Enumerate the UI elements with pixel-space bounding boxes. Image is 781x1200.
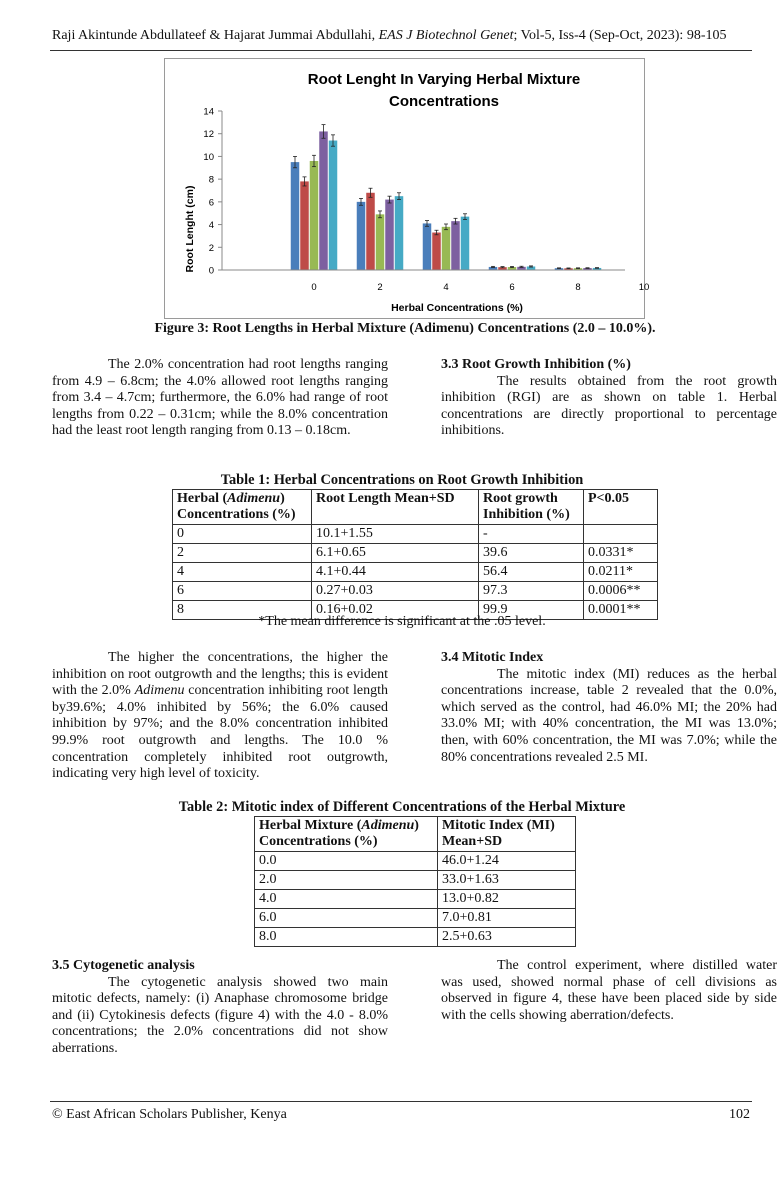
footer-publisher: © East African Scholars Publisher, Kenya <box>52 1107 287 1122</box>
section-3-3 <box>441 357 777 440</box>
bar <box>291 162 300 270</box>
x-axis-label: Herbal Concentrations (%) <box>391 302 523 314</box>
table-row: 4.0 13.0+0.82 <box>255 890 576 909</box>
table-row: 0 10.1+1.55 - <box>173 525 658 544</box>
page-number: 102 <box>729 1107 750 1122</box>
paragraph-control: The control experiment, where distilled water was used, showed normal phase of cell divisions as observed in figure 4, these have been placed side by side with the cells showing aberration/defects. <box>441 958 777 1023</box>
y-tick-label: 14 <box>203 106 214 118</box>
bar <box>319 131 328 270</box>
table-1-header-inhibition: Root growth Inhibition (%) <box>479 490 584 525</box>
table-row: 8 0.16+0.02 99.9 0.0001** <box>173 601 658 620</box>
bar <box>310 161 319 270</box>
table-2-header-row <box>255 817 576 852</box>
x-tick-label: 0 <box>311 282 317 293</box>
table-row: 6 0.27+0.03 97.3 0.0006** <box>173 582 658 601</box>
root-length-bar-chart <box>165 59 650 318</box>
paragraph-higher-concentrations: The higher the concentrations, the higher the inhibition on root outgrowth and the lengths; this is evident with the 2.0% Adimenu concentration inhibiting root length by39.6%; 4.0% inhibited by 56%; the 6.0% caused inhibition by 97%; and the 8.0% concentration inhibited 99.9% root outgrowth and lengths. The 10.0 % concentration completely inhibited root outgrowth, indicating very high level of toxicity. <box>52 650 388 782</box>
table-1-header-concentration: Herbal (Adimenu) Concentrations (%) <box>173 490 312 525</box>
table-1-header-row <box>173 490 658 525</box>
right-column-block-3 <box>441 958 777 1024</box>
bar <box>461 217 470 270</box>
figure-caption: Figure 3: Root Lengths in Herbal Mixture (Adimenu) Concentrations (2.0 – 10.0%). <box>154 321 656 336</box>
figure-3-chart <box>164 58 650 319</box>
y-tick-label: 0 <box>208 265 214 277</box>
table-2-header-mitotic-index: Mitotic Index (MI) Mean+SD <box>438 817 576 852</box>
section-3-5-text: The cytogenetic analysis showed two main mitotic defects, namely: (i) Anaphase chromosome bridge and (ii) Cytokinesis defects (figure 4) with the 4.0 - 8.0% concentrations; the 2.0% concentrations did not show aberrations. <box>52 974 388 1056</box>
x-tick-label: 6 <box>509 282 515 293</box>
table-2 <box>254 816 576 947</box>
bar <box>423 223 432 270</box>
header-rule <box>50 50 752 51</box>
left-column-block-2 <box>52 650 388 783</box>
section-3-4 <box>441 650 777 766</box>
chart-title-line2: Concentrations <box>388 93 500 110</box>
section-3-5-heading: 3.5 Cytogenetic analysis <box>52 958 195 973</box>
y-axis-label: Root Lenght (cm) <box>184 185 196 273</box>
chart-title-line1: Root Lenght In Varying Herbal Mixture <box>307 71 581 88</box>
footer-rule <box>50 1101 752 1102</box>
section-3-3-heading: 3.3 Root Growth Inhibition (%) <box>441 357 631 372</box>
table-1 <box>172 489 658 620</box>
left-column-block-1 <box>52 357 388 440</box>
table-row: 0.0 46.0+1.24 <box>255 852 576 871</box>
y-tick-label: 10 <box>203 151 214 163</box>
bar <box>432 233 441 270</box>
bar <box>300 181 309 270</box>
table-row: 2.0 33.0+1.63 <box>255 871 576 890</box>
bar <box>442 227 451 270</box>
y-tick-label: 8 <box>208 174 214 186</box>
y-tick-label: 4 <box>208 220 214 232</box>
bar <box>329 141 338 270</box>
running-header <box>52 28 752 44</box>
x-tick-label: 4 <box>443 282 449 293</box>
bar <box>376 214 385 270</box>
y-tick-label: 2 <box>208 242 214 254</box>
bar <box>395 196 404 270</box>
table-row: 6.0 7.0+0.81 <box>255 909 576 928</box>
section-3-4-heading: 3.4 Mitotic Index <box>441 650 544 665</box>
table-1-header-p-value: P<0.05 <box>584 490 658 525</box>
table-2-header-concentration: Herbal Mixture (Adimenu) Concentrations (%) <box>255 817 438 852</box>
x-tick-label: 10 <box>638 282 650 293</box>
y-tick-label: 6 <box>208 197 214 209</box>
y-tick-label: 12 <box>203 129 214 141</box>
x-tick-label: 8 <box>575 282 581 293</box>
header-volume: ; Vol-5, Iss-4 (Sep-Oct, 2023): 98-105 <box>513 28 727 43</box>
bar <box>357 202 366 270</box>
bar <box>385 200 394 270</box>
section-3-4-text: The mitotic index (MI) reduces as the herbal concentrations increase, table 2 revealed that the 0.0%, which served as the control, had 46.0% MI; the 20% had 33.0% MI; with 40% concentration, the MI was 13.0%; then, with 60% concentration, the MI was 7.0%; while the 80% concentrations revealed 2.5 MI. <box>441 666 777 765</box>
table-1-note: *The mean difference is significant at the .05 level. <box>258 614 546 629</box>
header-authors: Raji Akintunde Abdullateef & Hajarat Jummai Abdullahi, <box>52 28 376 43</box>
bar <box>451 221 460 270</box>
header-journal: EAS J Biotechnol Genet <box>378 28 514 43</box>
table-2-caption: Table 2: Mitotic index of Different Concentrations of the Herbal Mixture <box>178 799 626 815</box>
table-row: 4 4.1+0.44 56.4 0.0211* <box>173 563 658 582</box>
table-row: 8.0 2.5+0.63 <box>255 928 576 947</box>
table-1-caption: Table 1: Herbal Concentrations on Root Growth Inhibition <box>220 472 584 488</box>
section-3-3-text: The results obtained from the root growth inhibition (RGI) are as shown on table 1. Herbal concentrations are directly proportional to percentage inhibitions. <box>441 373 777 439</box>
x-tick-label: 2 <box>377 282 383 293</box>
section-3-5 <box>52 958 388 1058</box>
paragraph-root-lengths: The 2.0% concentration had root lengths ranging from 4.9 – 6.8cm; the 4.0% allowed root lengths ranging from 3.4 – 4.7cm; furthermore, the 6.0% had range of root lengths from 0.22 – 0.31cm; while the 8.0% concentration had the least root length ranging from 0.13 – 0.18cm. <box>52 357 388 439</box>
bar <box>366 193 375 270</box>
table-row: 2 6.1+0.65 39.6 0.0331* <box>173 544 658 563</box>
table-1-header-root-length: Root Length Mean+SD <box>312 490 479 525</box>
